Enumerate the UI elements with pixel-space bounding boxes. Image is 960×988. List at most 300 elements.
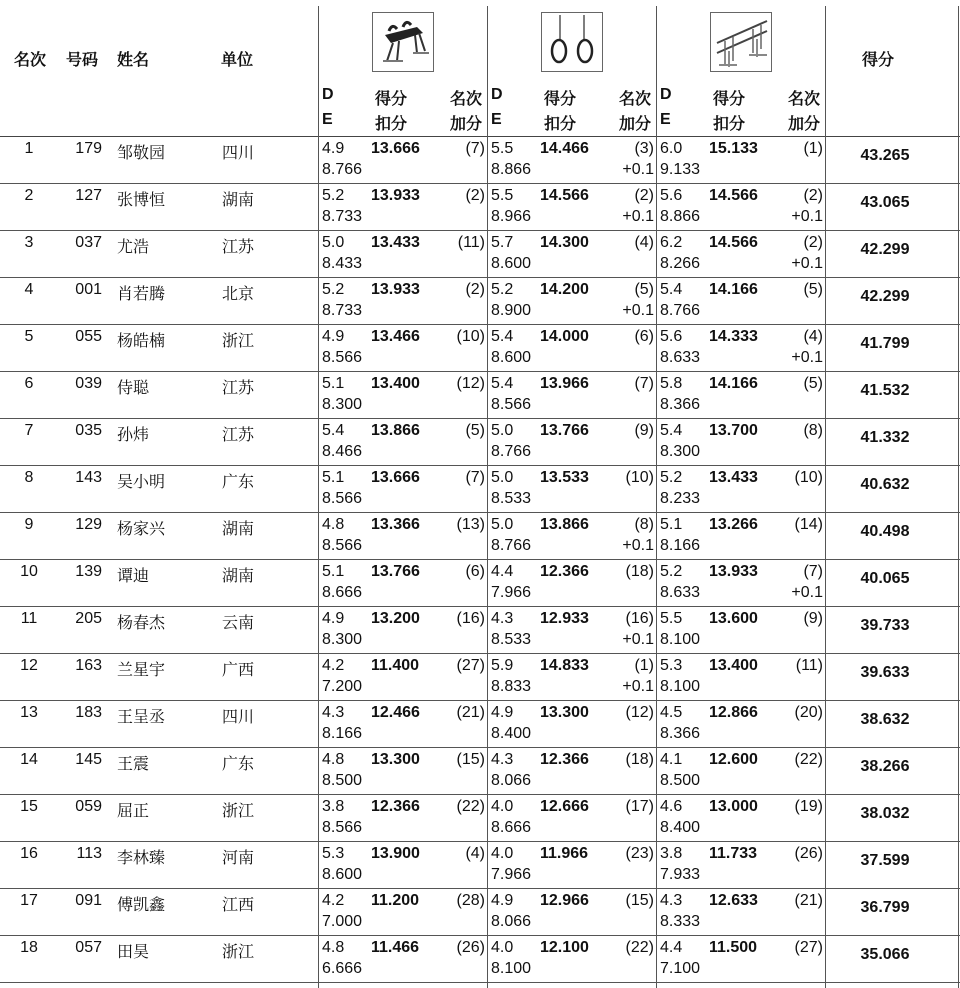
header-deduct-1: 扣分 (375, 116, 408, 133)
e-score-cell: 8.666 (491, 819, 532, 836)
rank-cell: 15 (20, 798, 38, 815)
pommel-horse-icon (372, 12, 434, 72)
e-score-cell: 6.666 (322, 960, 363, 977)
number-cell: 163 (75, 657, 102, 674)
d-score-cell: 4.9 (322, 140, 345, 157)
apparatus-score-cell: 15.133 (709, 140, 758, 157)
apparatus-score-cell: 14.566 (709, 187, 758, 204)
table-header (0, 0, 960, 137)
table-row (0, 935, 960, 983)
apparatus-score-cell: 14.166 (709, 281, 758, 298)
total-score-cell: 43.065 (860, 194, 910, 211)
apparatus-score-cell: 13.933 (371, 281, 420, 298)
d-score-cell: 4.3 (491, 751, 514, 768)
apparatus-rank-cell: (5) (634, 281, 654, 298)
table-row (0, 794, 960, 842)
rank-cell: 8 (24, 469, 34, 486)
header-score-2: 得分 (544, 91, 577, 108)
d-score-cell: 4.8 (322, 939, 345, 956)
apparatus-rank-cell: (9) (634, 422, 654, 439)
header-name: 姓名 (117, 52, 150, 69)
total-score-cell: 40.498 (860, 523, 910, 540)
rank-cell: 13 (20, 704, 38, 721)
e-score-cell: 8.666 (322, 584, 363, 601)
apparatus-rank-cell: (21) (456, 704, 485, 721)
d-score-cell: 4.5 (660, 704, 683, 721)
bonus-cell: +0.1 (622, 161, 654, 178)
e-score-cell: 8.066 (491, 772, 532, 789)
header-e-2: E (491, 111, 502, 128)
rank-cell: 6 (24, 375, 34, 392)
number-cell: 055 (75, 328, 102, 345)
d-score-cell: 5.1 (322, 563, 345, 580)
unit-cell: 四川 (222, 143, 255, 162)
apparatus-score-cell: 13.600 (709, 610, 758, 627)
e-score-cell: 8.100 (660, 678, 701, 695)
apparatus-rank-cell: (10) (794, 469, 823, 486)
total-score-cell: 38.632 (860, 711, 910, 728)
apparatus-rank-cell: (1) (634, 657, 654, 674)
e-score-cell: 8.833 (491, 678, 532, 695)
apparatus-rank-cell: (6) (465, 563, 485, 580)
apparatus-score-cell: 11.966 (540, 845, 589, 862)
name-cell: 邹敬园 (117, 143, 166, 162)
d-score-cell: 4.8 (322, 516, 345, 533)
d-score-cell: 5.2 (491, 281, 514, 298)
apparatus-score-cell: 14.000 (540, 328, 589, 345)
apparatus-rank-cell: (19) (794, 798, 823, 815)
table-row (0, 559, 960, 607)
apparatus-rank-cell: (3) (634, 140, 654, 157)
d-score-cell: 5.7 (491, 234, 514, 251)
number-cell: 059 (75, 798, 102, 815)
total-score-cell: 40.065 (860, 570, 910, 587)
total-score-cell: 41.799 (860, 335, 910, 352)
d-score-cell: 5.2 (660, 469, 683, 486)
apparatus-rank-cell: (4) (634, 234, 654, 251)
e-score-cell: 8.966 (491, 208, 532, 225)
apparatus-rank-cell: (2) (465, 187, 485, 204)
rank-cell: 17 (20, 892, 38, 909)
table-row (0, 371, 960, 419)
apparatus-score-cell: 12.866 (709, 704, 758, 721)
d-score-cell: 4.6 (660, 798, 683, 815)
apparatus-rank-cell: (9) (803, 610, 823, 627)
d-score-cell: 5.5 (491, 187, 514, 204)
apparatus-score-cell: 13.700 (709, 422, 758, 439)
rank-cell: 7 (24, 422, 34, 439)
e-score-cell: 8.300 (322, 631, 363, 648)
apparatus-score-cell: 13.300 (540, 704, 589, 721)
e-score-cell: 8.766 (491, 443, 532, 460)
e-score-cell: 7.966 (491, 584, 532, 601)
e-score-cell: 8.566 (322, 349, 363, 366)
header-bonus-3: 加分 (788, 116, 821, 133)
e-score-cell: 8.866 (660, 208, 701, 225)
e-score-cell: 8.566 (322, 819, 363, 836)
e-score-cell: 8.533 (491, 490, 532, 507)
apparatus-score-cell: 12.666 (540, 798, 589, 815)
apparatus-score-cell: 12.100 (540, 939, 589, 956)
total-score-cell: 43.265 (860, 147, 910, 164)
apparatus-score-cell: 13.666 (371, 140, 420, 157)
e-score-cell: 8.366 (660, 725, 701, 742)
total-score-cell: 42.299 (860, 288, 910, 305)
bonus-cell: +0.1 (791, 208, 823, 225)
rank-cell: 1 (24, 140, 34, 157)
apparatus-score-cell: 12.966 (540, 892, 589, 909)
d-score-cell: 5.8 (660, 375, 683, 392)
table-row (0, 183, 960, 231)
apparatus-score-cell: 13.933 (371, 187, 420, 204)
apparatus-rank-cell: (22) (625, 939, 654, 956)
total-score-cell: 37.599 (860, 852, 910, 869)
unit-cell: 云南 (222, 613, 255, 632)
e-score-cell: 8.166 (660, 537, 701, 554)
d-score-cell: 5.4 (491, 375, 514, 392)
number-cell: 039 (75, 375, 102, 392)
apparatus-rank-cell: (28) (456, 892, 485, 909)
e-score-cell: 8.433 (322, 255, 363, 272)
apparatus-score-cell: 14.300 (540, 234, 589, 251)
d-score-cell: 3.8 (322, 798, 345, 815)
apparatus-score-cell: 14.333 (709, 328, 758, 345)
apparatus-score-cell: 13.766 (371, 563, 420, 580)
apparatus-rank-cell: (2) (634, 187, 654, 204)
apparatus-rank-cell: (15) (625, 892, 654, 909)
bonus-cell: +0.1 (791, 349, 823, 366)
d-score-cell: 5.0 (491, 469, 514, 486)
d-score-cell: 4.3 (322, 704, 345, 721)
name-cell: 尤浩 (117, 237, 150, 256)
e-score-cell: 8.366 (660, 396, 701, 413)
d-score-cell: 5.1 (660, 516, 683, 533)
apparatus-rank-cell: (22) (456, 798, 485, 815)
apparatus-rank-cell: (4) (465, 845, 485, 862)
apparatus-rank-cell: (27) (794, 939, 823, 956)
e-score-cell: 8.300 (660, 443, 701, 460)
header-place-1: 名次 (450, 91, 483, 108)
bonus-cell: +0.1 (791, 584, 823, 601)
name-cell: 杨家兴 (117, 519, 166, 538)
e-score-cell: 8.333 (660, 913, 701, 930)
unit-cell: 江苏 (222, 378, 255, 397)
number-cell: 143 (75, 469, 102, 486)
header-score-1: 得分 (375, 91, 408, 108)
name-cell: 侍聪 (117, 378, 150, 397)
d-score-cell: 3.8 (660, 845, 683, 862)
rank-cell: 9 (24, 516, 34, 533)
total-score-cell: 41.532 (860, 382, 910, 399)
rank-cell: 11 (20, 610, 38, 627)
d-score-cell: 5.2 (660, 563, 683, 580)
e-score-cell: 9.133 (660, 161, 701, 178)
table-row (0, 465, 960, 513)
total-score-cell: 41.332 (860, 429, 910, 446)
rank-cell: 5 (24, 328, 34, 345)
e-score-cell: 8.766 (660, 302, 701, 319)
header-d-1: D (322, 86, 334, 103)
number-cell: 037 (75, 234, 102, 251)
e-score-cell: 8.600 (491, 255, 532, 272)
apparatus-score-cell: 13.300 (371, 751, 420, 768)
d-score-cell: 5.2 (322, 187, 345, 204)
e-score-cell: 8.400 (660, 819, 701, 836)
number-cell: 205 (75, 610, 102, 627)
d-score-cell: 4.9 (491, 704, 514, 721)
header-score-3: 得分 (713, 91, 746, 108)
d-score-cell: 4.0 (491, 798, 514, 815)
apparatus-score-cell: 12.366 (371, 798, 420, 815)
apparatus-rank-cell: (5) (465, 422, 485, 439)
apparatus-rank-cell: (6) (634, 328, 654, 345)
d-score-cell: 5.4 (660, 422, 683, 439)
table-row (0, 230, 960, 278)
apparatus-rank-cell: (5) (803, 281, 823, 298)
bonus-cell: +0.1 (622, 208, 654, 225)
apparatus-rank-cell: (22) (794, 751, 823, 768)
e-score-cell: 8.566 (491, 396, 532, 413)
bonus-cell: +0.1 (622, 631, 654, 648)
apparatus-rank-cell: (14) (794, 516, 823, 533)
header-number: 号码 (66, 52, 99, 69)
e-score-cell: 8.100 (660, 631, 701, 648)
d-score-cell: 5.1 (322, 375, 345, 392)
apparatus-rank-cell: (8) (803, 422, 823, 439)
d-score-cell: 5.1 (322, 469, 345, 486)
apparatus-score-cell: 11.500 (709, 939, 758, 956)
header-deduct-2: 扣分 (544, 116, 577, 133)
bonus-cell: +0.1 (622, 678, 654, 695)
name-cell: 李林臻 (117, 848, 166, 867)
apparatus-rank-cell: (21) (794, 892, 823, 909)
d-score-cell: 4.9 (491, 892, 514, 909)
e-score-cell: 8.766 (322, 161, 363, 178)
d-score-cell: 4.4 (491, 563, 514, 580)
d-score-cell: 4.3 (491, 610, 514, 627)
number-cell: 129 (75, 516, 102, 533)
d-score-cell: 4.8 (322, 751, 345, 768)
e-score-cell: 8.533 (491, 631, 532, 648)
apparatus-score-cell: 13.666 (371, 469, 420, 486)
unit-cell: 湖南 (222, 566, 255, 585)
d-score-cell: 4.0 (491, 939, 514, 956)
bonus-cell: +0.1 (622, 537, 654, 554)
parallel-bars-icon (710, 12, 772, 72)
d-score-cell: 5.0 (491, 516, 514, 533)
name-cell: 孙炜 (117, 425, 150, 444)
unit-cell: 浙江 (222, 801, 255, 820)
apparatus-score-cell: 13.433 (709, 469, 758, 486)
e-score-cell: 8.866 (491, 161, 532, 178)
e-score-cell: 7.933 (660, 866, 701, 883)
unit-cell: 北京 (222, 284, 255, 303)
header-rank: 名次 (14, 52, 47, 69)
apparatus-score-cell: 12.633 (709, 892, 758, 909)
apparatus-score-cell: 13.266 (709, 516, 758, 533)
d-score-cell: 5.6 (660, 187, 683, 204)
table-row (0, 418, 960, 466)
apparatus-rank-cell: (26) (794, 845, 823, 862)
header-total: 得分 (862, 52, 895, 69)
e-score-cell: 8.466 (322, 443, 363, 460)
number-cell: 035 (75, 422, 102, 439)
header-deduct-3: 扣分 (713, 116, 746, 133)
apparatus-rank-cell: (2) (465, 281, 485, 298)
table-row (0, 324, 960, 372)
total-score-cell: 35.066 (860, 946, 910, 963)
header-place-3: 名次 (788, 91, 821, 108)
number-cell: 091 (75, 892, 102, 909)
d-score-cell: 4.4 (660, 939, 683, 956)
rank-cell: 2 (24, 187, 34, 204)
table-row (0, 841, 960, 889)
header-bonus-2: 加分 (619, 116, 652, 133)
number-cell: 001 (75, 281, 102, 298)
unit-cell: 广东 (222, 472, 255, 491)
e-score-cell: 8.166 (322, 725, 363, 742)
header-place-2: 名次 (619, 91, 652, 108)
apparatus-score-cell: 14.566 (709, 234, 758, 251)
d-score-cell: 5.5 (491, 140, 514, 157)
apparatus-score-cell: 13.400 (709, 657, 758, 674)
apparatus-rank-cell: (10) (456, 328, 485, 345)
d-score-cell: 4.0 (491, 845, 514, 862)
rank-cell: 16 (20, 845, 38, 862)
apparatus-score-cell: 14.166 (709, 375, 758, 392)
apparatus-score-cell: 12.600 (709, 751, 758, 768)
header-d-3: D (660, 86, 672, 103)
total-score-cell: 39.633 (860, 664, 910, 681)
apparatus-score-cell: 11.400 (371, 657, 420, 674)
apparatus-rank-cell: (12) (456, 375, 485, 392)
bonus-cell: +0.1 (622, 302, 654, 319)
table-row (0, 512, 960, 560)
table-row (0, 606, 960, 654)
e-score-cell: 8.300 (322, 396, 363, 413)
e-score-cell: 8.566 (322, 537, 363, 554)
unit-cell: 江苏 (222, 237, 255, 256)
apparatus-rank-cell: (17) (625, 798, 654, 815)
e-score-cell: 7.100 (660, 960, 701, 977)
total-score-cell: 42.299 (860, 241, 910, 258)
apparatus-rank-cell: (20) (794, 704, 823, 721)
apparatus-score-cell: 11.733 (709, 845, 758, 862)
table-row (0, 277, 960, 325)
apparatus-rank-cell: (7) (634, 375, 654, 392)
apparatus-rank-cell: (7) (465, 140, 485, 157)
e-score-cell: 8.900 (491, 302, 532, 319)
apparatus-rank-cell: (1) (803, 140, 823, 157)
bonus-cell: +0.1 (791, 255, 823, 272)
e-score-cell: 8.100 (491, 960, 532, 977)
apparatus-score-cell: 14.833 (540, 657, 589, 674)
name-cell: 吴小明 (117, 472, 166, 491)
apparatus-score-cell: 13.433 (371, 234, 420, 251)
name-cell: 张博恒 (117, 190, 166, 209)
e-score-cell: 8.500 (322, 772, 363, 789)
apparatus-score-cell: 14.466 (540, 140, 589, 157)
e-score-cell: 8.266 (660, 255, 701, 272)
apparatus-score-cell: 13.466 (371, 328, 420, 345)
apparatus-rank-cell: (26) (456, 939, 485, 956)
apparatus-score-cell: 12.366 (540, 751, 589, 768)
unit-cell: 江苏 (222, 425, 255, 444)
e-score-cell: 8.600 (491, 349, 532, 366)
d-score-cell: 4.1 (660, 751, 683, 768)
apparatus-score-cell: 11.200 (371, 892, 420, 909)
table-row (0, 747, 960, 795)
name-cell: 谭迪 (117, 566, 150, 585)
apparatus-score-cell: 14.566 (540, 187, 589, 204)
unit-cell: 广东 (222, 754, 255, 773)
unit-cell: 湖南 (222, 519, 255, 538)
header-unit: 单位 (221, 52, 254, 69)
number-cell: 179 (75, 140, 102, 157)
apparatus-score-cell: 13.866 (540, 516, 589, 533)
apparatus-rank-cell: (23) (625, 845, 654, 862)
name-cell: 王震 (117, 754, 150, 773)
apparatus-rank-cell: (16) (456, 610, 485, 627)
apparatus-score-cell: 13.000 (709, 798, 758, 815)
total-score-cell: 39.733 (860, 617, 910, 634)
apparatus-score-cell: 13.933 (709, 563, 758, 580)
d-score-cell: 4.2 (322, 892, 345, 909)
e-score-cell: 8.733 (322, 208, 363, 225)
d-score-cell: 5.4 (322, 422, 345, 439)
d-score-cell: 5.6 (660, 328, 683, 345)
apparatus-score-cell: 13.366 (371, 516, 420, 533)
apparatus-score-cell: 13.400 (371, 375, 420, 392)
e-score-cell: 8.566 (322, 490, 363, 507)
e-score-cell: 8.633 (660, 349, 701, 366)
apparatus-rank-cell: (5) (803, 375, 823, 392)
number-cell: 183 (75, 704, 102, 721)
e-score-cell: 7.966 (491, 866, 532, 883)
d-score-cell: 5.3 (322, 845, 345, 862)
d-score-cell: 6.0 (660, 140, 683, 157)
apparatus-rank-cell: (12) (625, 704, 654, 721)
apparatus-rank-cell: (18) (625, 751, 654, 768)
apparatus-rank-cell: (11) (795, 657, 823, 674)
unit-cell: 江西 (222, 895, 255, 914)
apparatus-score-cell: 13.200 (371, 610, 420, 627)
d-score-cell: 4.9 (322, 328, 345, 345)
apparatus-rank-cell: (8) (634, 516, 654, 533)
d-score-cell: 5.5 (660, 610, 683, 627)
name-cell: 王呈丞 (117, 707, 166, 726)
d-score-cell: 5.0 (322, 234, 345, 251)
name-cell: 杨皓楠 (117, 331, 166, 350)
total-score-cell: 36.799 (860, 899, 910, 916)
apparatus-rank-cell: (18) (625, 563, 654, 580)
d-score-cell: 5.2 (322, 281, 345, 298)
apparatus-score-cell: 12.466 (371, 704, 420, 721)
apparatus-score-cell: 14.200 (540, 281, 589, 298)
d-score-cell: 5.9 (491, 657, 514, 674)
apparatus-rank-cell: (15) (456, 751, 485, 768)
name-cell: 兰星宇 (117, 660, 166, 679)
e-score-cell: 7.000 (322, 913, 363, 930)
apparatus-rank-cell: (7) (465, 469, 485, 486)
header-e-1: E (322, 111, 333, 128)
d-score-cell: 4.2 (322, 657, 345, 674)
apparatus-rank-cell: (27) (456, 657, 485, 674)
apparatus-score-cell: 12.366 (540, 563, 589, 580)
d-score-cell: 5.4 (660, 281, 683, 298)
header-e-3: E (660, 111, 671, 128)
d-score-cell: 4.3 (660, 892, 683, 909)
